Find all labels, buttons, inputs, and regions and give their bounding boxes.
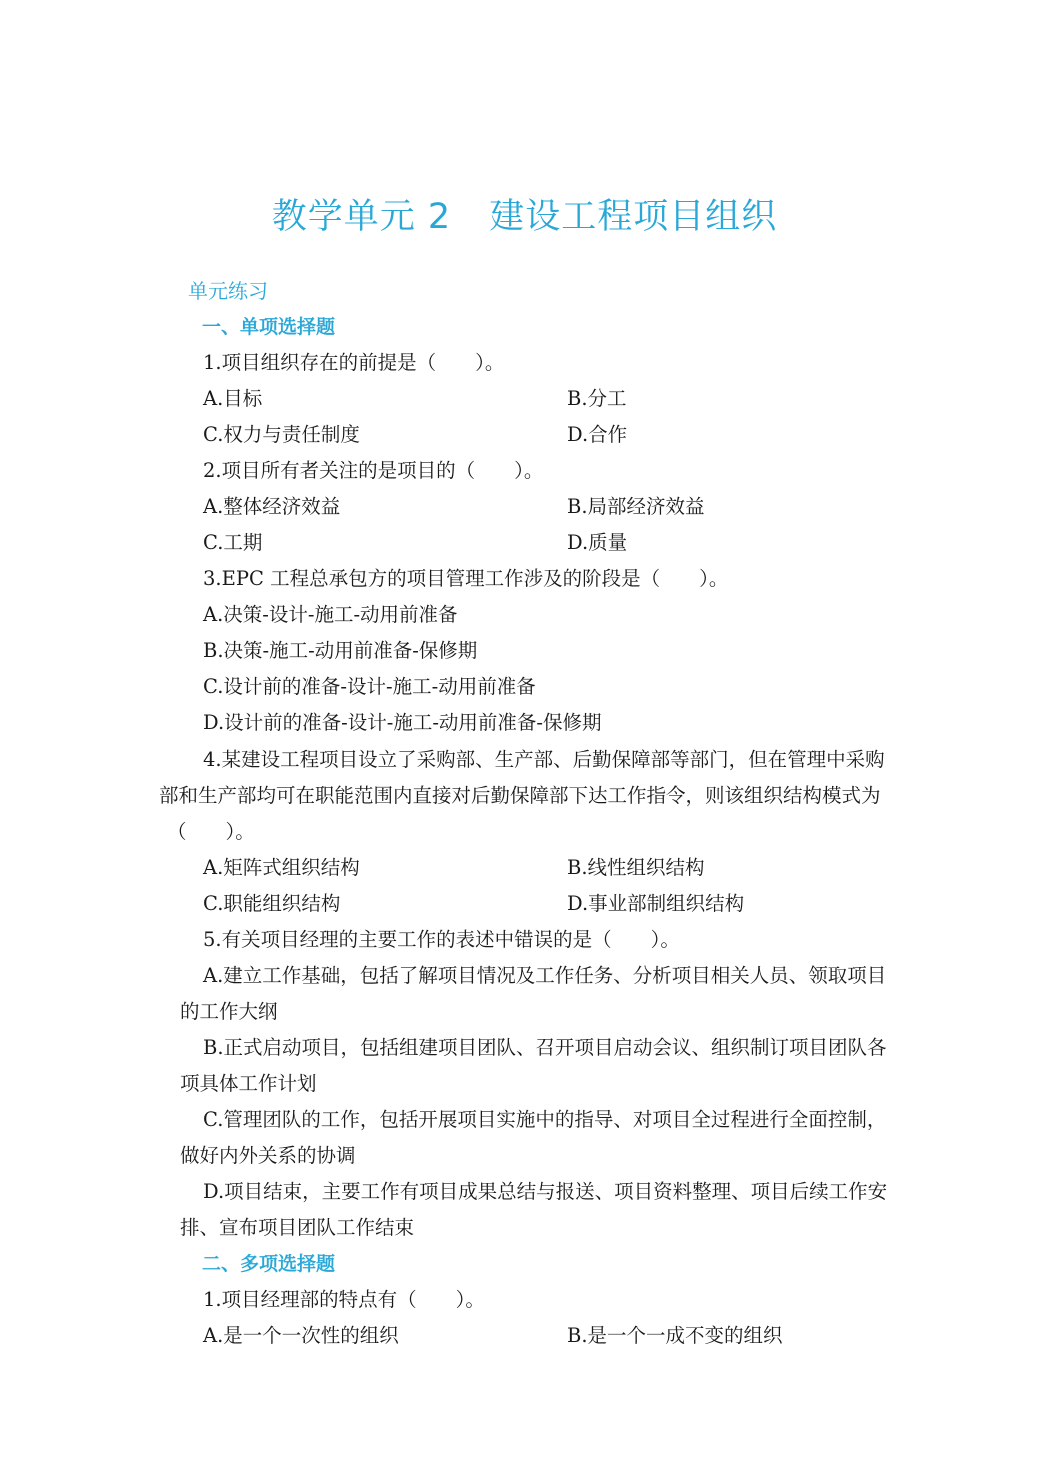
q2-option-c: C.工期 xyxy=(203,531,263,554)
q5-option-b-line1: B.正式启动项目，包括组建项目团队、召开项目启动会议、组织制订项目团队各 xyxy=(203,1036,887,1059)
q5-stem: 5.有关项目经理的主要工作的表述中错误的是（ ）。 xyxy=(203,928,680,951)
section-heading-single-choice: 一、单项选择题 xyxy=(202,316,336,338)
q3-stem: 3.EPC 工程总承包方的项目管理工作涉及的阶段是（ ）。 xyxy=(203,567,729,590)
q5-option-c-line1: C.管理团队的工作，包括开展项目实施中的指导、对项目全过程进行全面控制， xyxy=(203,1108,887,1131)
q3-option-c: C.设计前的准备-设计-施工-动用前准备 xyxy=(203,675,536,698)
q5-option-d-line2: 排、宣布项目团队工作结束 xyxy=(180,1216,415,1239)
q4-stem-line2: 部和生产部均可在职能范围内直接对后勤保障部下达工作指令，则该组织结构模式为 xyxy=(159,784,881,807)
q2-option-b: B.局部经济效益 xyxy=(567,495,705,518)
s2-q1-option-b: B.是一个一成不变的组织 xyxy=(567,1324,783,1347)
q4-option-a: A.矩阵式组织结构 xyxy=(203,856,360,879)
q5-option-a-line2: 的工作大纲 xyxy=(180,1000,278,1023)
q4-option-c: C.职能组织结构 xyxy=(203,892,341,915)
q1-stem: 1.项目组织存在的前提是（ ）。 xyxy=(203,351,505,374)
q1-option-a: A.目标 xyxy=(203,387,263,410)
q4-stem-line1: 4.某建设工程项目设立了采购部、生产部、后勤保障部等部门，但在管理中采购 xyxy=(203,748,885,771)
q4-option-d: D.事业部制组织结构 xyxy=(567,892,745,915)
title-prefix: 教学单元 2 xyxy=(271,197,452,237)
s2-q1-option-a: A.是一个一次性的组织 xyxy=(203,1324,399,1347)
q3-option-d: D.设计前的准备-设计-施工-动用前准备-保修期 xyxy=(203,711,602,734)
q2-stem: 2.项目所有者关注的是项目的（ ）。 xyxy=(203,459,544,482)
s2-q1-stem: 1.项目经理部的特点有（ ）。 xyxy=(203,1288,485,1311)
q1-option-d: D.合作 xyxy=(567,423,628,446)
section-heading-multiple-choice: 二、多项选择题 xyxy=(202,1253,336,1275)
unit-exercise-label: 单元练习 xyxy=(188,279,268,303)
q4-option-b: B.线性组织结构 xyxy=(567,856,705,879)
q5-option-b-line2: 项具体工作计划 xyxy=(180,1072,317,1095)
q2-option-a: A.整体经济效益 xyxy=(203,495,341,518)
q4-stem-line3: （ ）。 xyxy=(167,820,255,843)
q2-option-d: D.质量 xyxy=(567,531,628,554)
q5-option-a-line1: A.建立工作基础，包括了解项目情况及工作任务、分析项目相关人员、领取项目 xyxy=(203,964,887,987)
q5-option-d-line1: D.项目结束，主要工作有项目成果总结与报送、项目资料整理、项目后续工作安 xyxy=(203,1180,888,1203)
q1-option-c: C.权力与责任制度 xyxy=(203,423,360,446)
q3-option-a: A.决策-设计-施工-动用前准备 xyxy=(203,603,458,626)
q1-option-b: B.分工 xyxy=(567,387,627,410)
title-main: 建设工程项目组织 xyxy=(489,197,778,237)
q3-option-b: B.决策-施工-动用前准备-保修期 xyxy=(203,639,478,662)
page-title xyxy=(0,192,1049,242)
q5-option-c-line2: 做好内外关系的协调 xyxy=(180,1144,356,1167)
